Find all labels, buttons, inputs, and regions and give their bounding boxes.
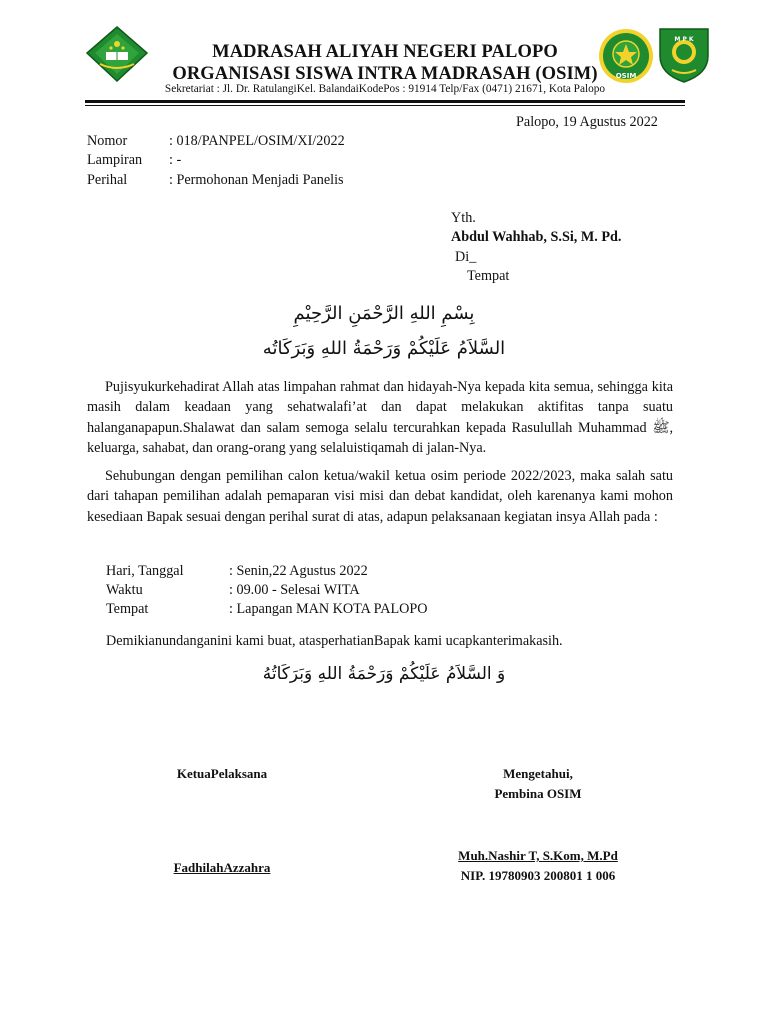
schedule-time-label: Waktu bbox=[106, 582, 143, 598]
recipient-place: Tempat bbox=[467, 268, 510, 284]
lampiran-value: : - bbox=[169, 152, 182, 168]
left-signer-role: KetuaPelaksana bbox=[176, 766, 268, 781]
salam-opening: السَّلاَمُ عَلَيْكُمْ وَرَحْمَةُ اللهِ وَبَرَكَاتُه bbox=[262, 338, 506, 359]
left-signer-name: FadhilahAzzahra bbox=[173, 860, 271, 875]
kemenag-emblem-icon bbox=[86, 26, 148, 82]
recipient-di: Di_ bbox=[455, 249, 477, 265]
paragraph-opening: Pujisyukurkehadirat Allah atas limpahan rahmat dan hidayah-Nya kepada kita semua, sehingga kita masih dalam keadaan yang sehatwalafi’at dan dapat melakukan aktifitas tanpa suatu halanganapapun.Shalawat dan salam semoga selalu tercurahkan kepada Rasulullah Muhammad ﷺ, keluarga, sahabat, dan orang-orang yang selaluistiqamah di jalan-Nya. bbox=[87, 379, 673, 456]
schedule-day-value: : Senin,22 Agustus 2022 bbox=[229, 563, 368, 579]
schedule-place-value: : Lapangan MAN KOTA PALOPO bbox=[229, 601, 428, 617]
paragraph-purpose: Sehubungan dengan pemilihan calon ketua/wakil ketua osim periode 2022/2023, maka salah satu dari tahapan pemilihan adalah pemaparan visi misi dan debat kandidat, oleh karenanya kami mohon kesediaan Bapak sesuai dengan perihal surat di atas, adapun pelaksanaan kegiatan insya Allah pada : bbox=[87, 468, 673, 525]
right-signer-role: Pembina OSIM bbox=[494, 786, 582, 801]
right-known-label: Mengetahui, bbox=[503, 766, 573, 781]
place-date: Palopo, 19 Agustus 2022 bbox=[516, 114, 658, 130]
recipient-name: Abdul Wahhab, S.Si, M. Pd. bbox=[451, 229, 622, 245]
mpk-logo bbox=[658, 26, 710, 84]
kemenag-logo bbox=[86, 26, 148, 82]
mpk-shield-icon bbox=[658, 26, 710, 84]
svg-text:M P K: M P K bbox=[674, 36, 694, 43]
recipient-yth: Yth. bbox=[451, 210, 476, 226]
schedule-day-label: Hari, Tanggal bbox=[106, 563, 184, 579]
organization-name: ORGANISASI SISWA INTRA MADRASAH (OSIM) bbox=[172, 64, 598, 84]
schedule-place-label: Tempat bbox=[106, 601, 149, 617]
nomor-label: Nomor bbox=[87, 133, 128, 149]
right-signer-nip: NIP. 19780903 200801 1 006 bbox=[460, 868, 616, 883]
perihal-value: : Permohonan Menjadi Panelis bbox=[169, 172, 344, 188]
header-rule-thin bbox=[85, 105, 685, 106]
right-signer-name: Muh.Nashir T, S.Kom, M.Pd bbox=[458, 848, 618, 863]
perihal-label: Perihal bbox=[87, 172, 128, 188]
secretariat-address: Sekretariat : Jl. Dr. RatulangiKel. BalandaiKodePos : 91914 Telp/Fax (0471) 21671, Kota Palopo bbox=[164, 83, 606, 95]
schedule-time-value: : 09.00 - Selesai WITA bbox=[229, 582, 360, 598]
salam-closing: وَ السَّلاَمُ عَلَيْكُمْ وَرَحْمَةُ اللهِ وَبَرَكَاتُهُ bbox=[262, 664, 506, 684]
svg-text:OSIM: OSIM bbox=[615, 72, 637, 80]
nomor-value: : 018/PANPEL/OSIM/XI/2022 bbox=[169, 133, 345, 149]
lampiran-label: Lampiran bbox=[87, 152, 143, 168]
header-rule-thick bbox=[85, 100, 685, 103]
closing-sentence: Demikianundanganini kami buat, atasperhatianBapak kami ucapkanterimakasih. bbox=[106, 633, 563, 649]
school-name: MADRASAH ALIYAH NEGERI PALOPO bbox=[212, 42, 558, 62]
basmalah: بِسْمِ اللهِ الرَّحْمَنِ الرَّحِيْمِ bbox=[293, 303, 475, 324]
